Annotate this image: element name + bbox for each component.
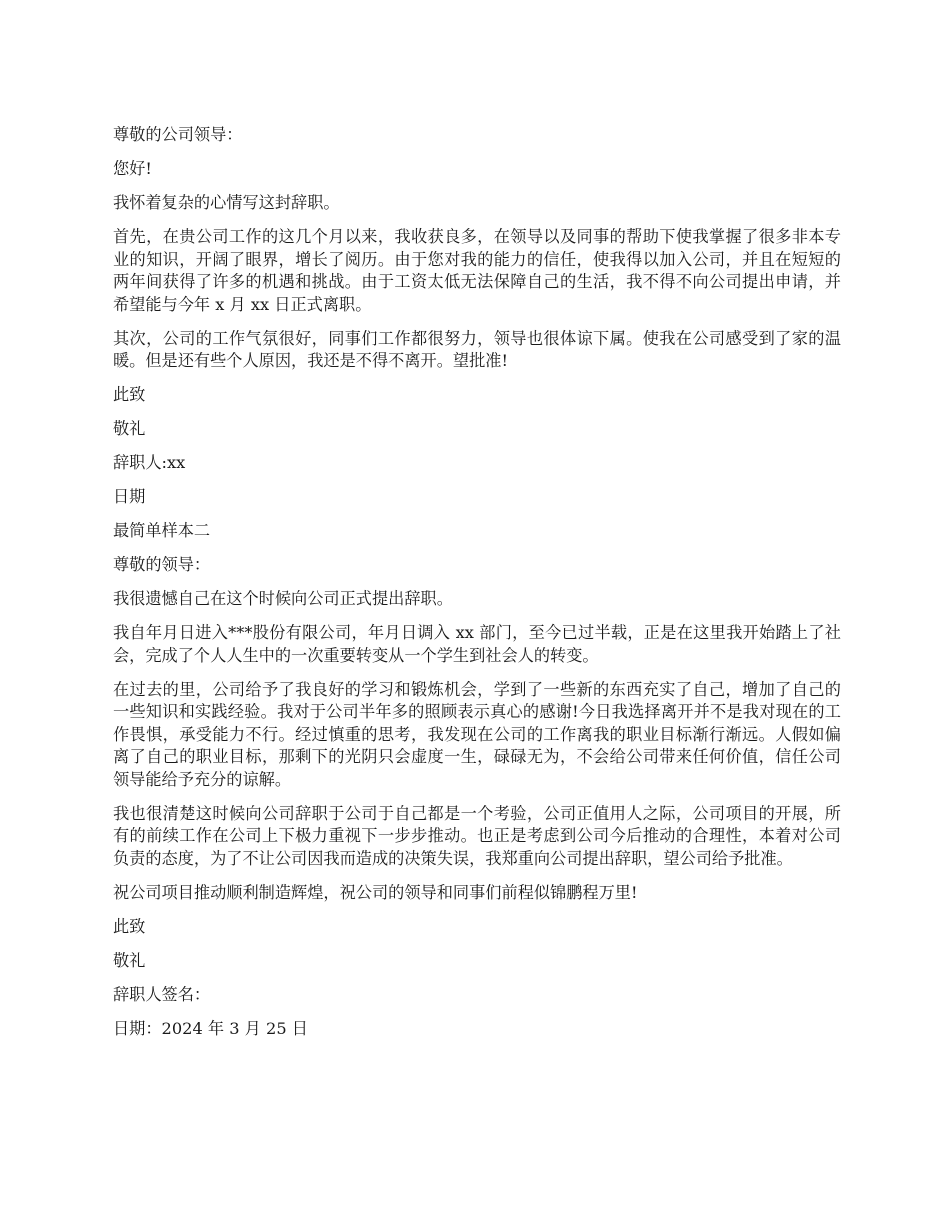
salutation: 尊敬的公司领导： xyxy=(113,125,243,144)
signature-line-two: 辞职人签名： xyxy=(113,984,211,1004)
closing-cizhi: 此致 xyxy=(113,385,146,404)
date-line: 日期 xyxy=(113,487,146,506)
date-line-two: 日期：2024 年 3 月 25 日 xyxy=(113,1018,308,1038)
signature-line: 辞职人:xx xyxy=(113,453,186,472)
body-paragraph-history: 我自年月日进入***股份有限公司，年月日调入 xx 部门，至今已过半载，正是在这里我开始踏上了社会，完成了个人人生中的一次重要转变从一个学生到社会人的转变。 xyxy=(113,623,841,665)
body-paragraph-reason: 在过去的里，公司给予了我良好的学习和锻炼机会，学到了一些新的东西充实了自己，增加了自己的一些知识和实践经验。我对于公司半年多的照顾表示真心的感谢!今日我选择离开并不是我对现在的工作畏惧，承受能力不行。经过慎重的思考，我发现在公司的工作离我的职业目标渐行渐远。人假如偏离了自己的职业目标，那剩下的光阴只会虚度一生，碌碌无为，不会给公司带来任何价值，信任公司领导能给予充分的谅解。 xyxy=(113,679,841,789)
body-paragraph-first: 首先，在贵公司工作的这几个月以来，我收获良多，在领导以及同事的帮助下使我掌握了很多非本专业的知识，开阔了眼界，增长了阅历。由于您对我的能力的信任，使我得以加入公司，并且在短短的两年间获得了许多的机遇和挑战。由于工资太低无法保障自己的生活，我不得不向公司提出申请，并希望能与今年 x 月 xx 日正式离职。 xyxy=(113,227,841,314)
intro-paragraph: 我怀着复杂的心情写这封辞职。 xyxy=(113,193,340,212)
body-paragraph-second: 其次，公司的工作气氛很好，同事们工作都很努力，领导也很体谅下属。使我在公司感受到了家的温暖。但是还有些个人原因，我还是不得不离开。望批准! xyxy=(113,328,841,370)
closing-jingli: 敬礼 xyxy=(113,419,146,438)
body-paragraph-responsibility: 我也很清楚这时候向公司辞职于公司于自己都是一个考验，公司正值用人之际，公司项目的开展，所有的前续工作在公司上下极力重视下一步步推动。也正是考虑到公司今后推动的合理性，本着对公司负责的态度，为了不让公司因我而造成的决策失误，我郑重向公司提出辞职，望公司给予批准。 xyxy=(113,803,841,868)
document-page xyxy=(113,124,841,1040)
closing-cizhi-two: 此致 xyxy=(113,916,146,936)
greeting: 您好! xyxy=(113,159,152,178)
section-title-sample-two: 最简单样本二 xyxy=(113,521,211,540)
salutation-two: 尊敬的领导： xyxy=(113,555,211,574)
wishes-paragraph: 祝公司项目推动顺利制造辉煌，祝公司的领导和同事们前程似锦鹏程万里! xyxy=(113,882,638,902)
intro-paragraph-two: 我很遗憾自己在这个时候向公司正式提出辞职。 xyxy=(113,589,453,608)
closing-jingli-two: 敬礼 xyxy=(113,950,146,970)
